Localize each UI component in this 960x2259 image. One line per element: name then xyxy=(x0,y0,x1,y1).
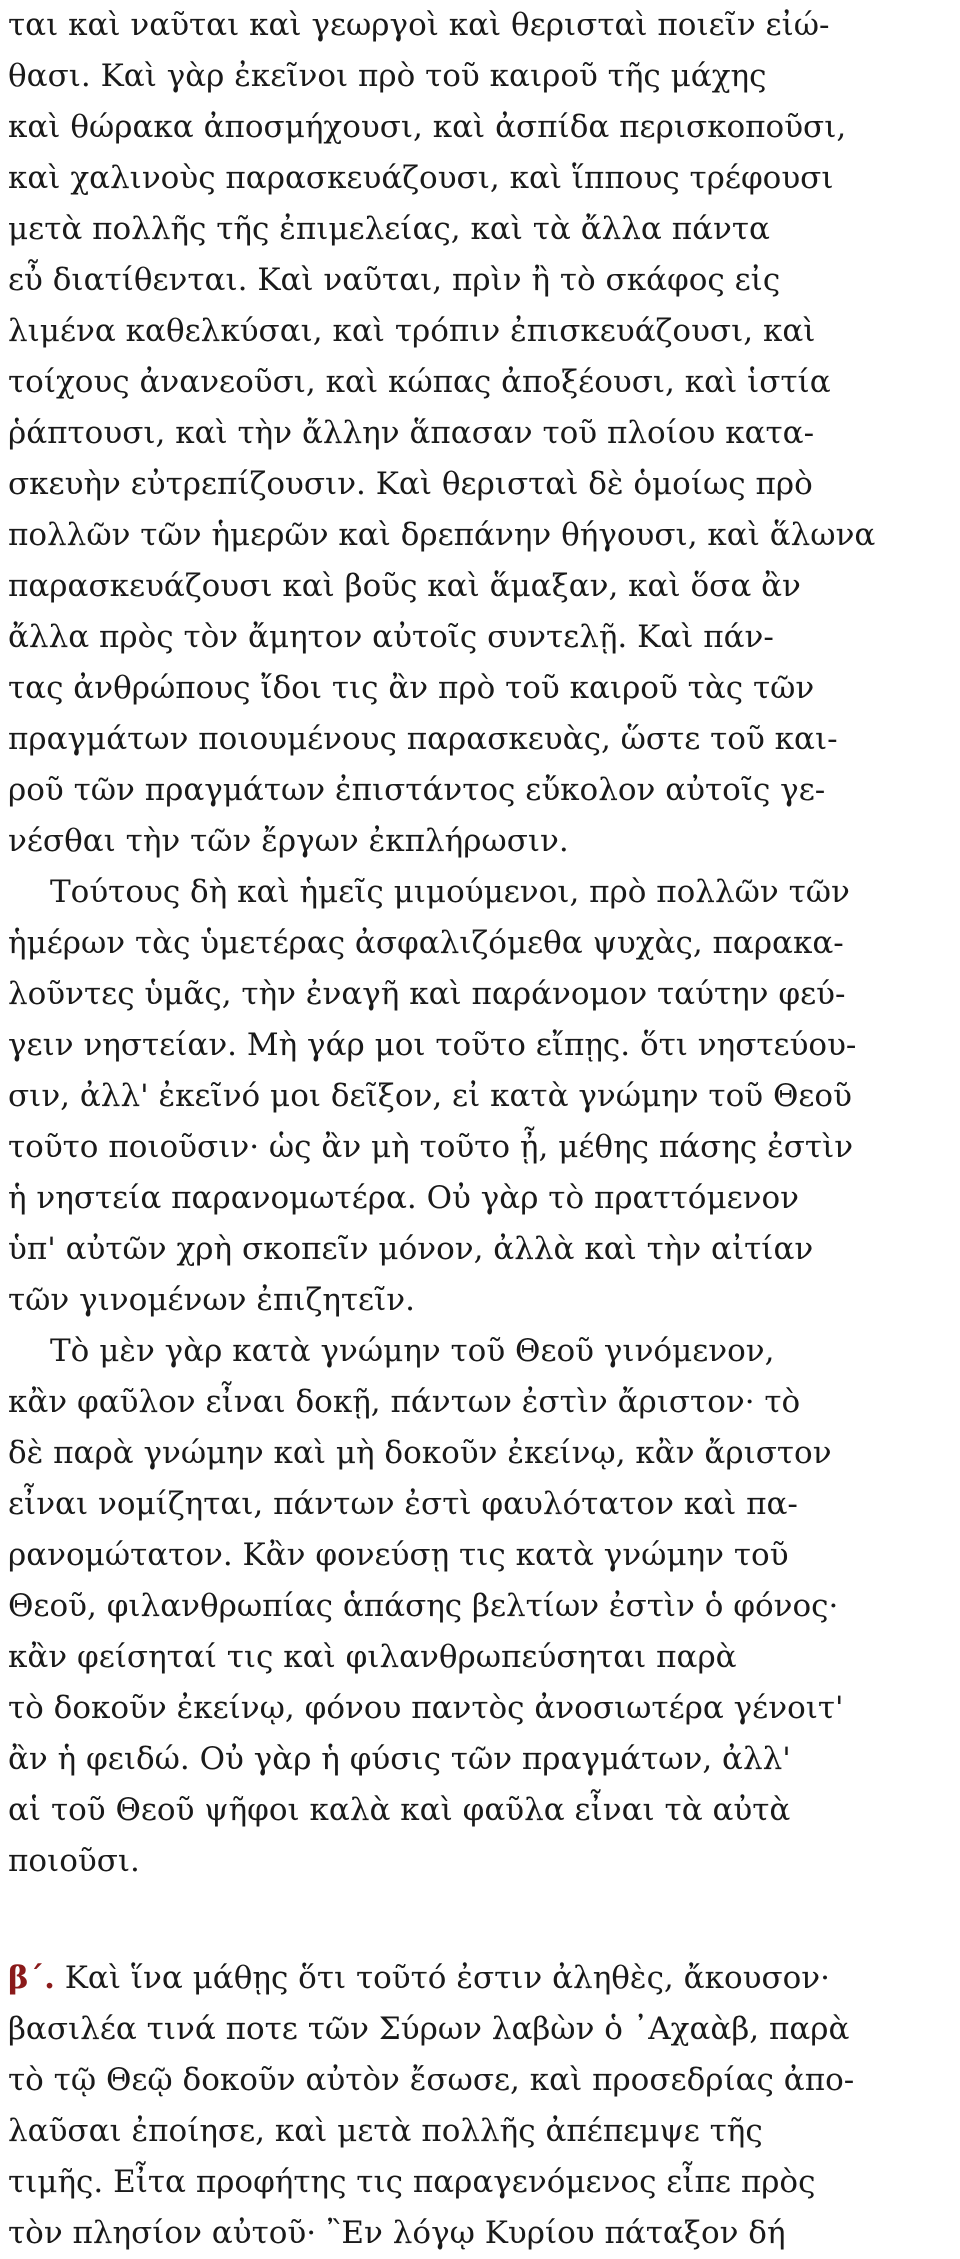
paragraph-section-beta xyxy=(8,1953,958,2259)
text-line: τας ἀνθρώπους ἴδοι τις ἂν πρὸ τοῦ καιροῦ τὰς τῶν xyxy=(8,670,815,706)
text-line: κἂν φαῦλον εἶναι δοκῇ, πάντων ἐστὶν ἄριστον· τὸ xyxy=(8,1384,801,1420)
text-line: σκευὴν εὐτρεπίζουσιν. Καὶ θερισταὶ δὲ ὁμοίως πρὸ xyxy=(8,466,813,502)
text-line: ἂν ἡ φειδώ. Οὐ γὰρ ἡ φύσις τῶν πραγμάτων, ἀλλ' xyxy=(8,1741,791,1777)
paragraph-2 xyxy=(8,867,958,1326)
text-line: λαῦσαι ἐποίησε, καὶ μετὰ πολλῆς ἀπέπεμψε τῆς xyxy=(8,2113,763,2149)
text-line: νέσθαι τὴν τῶν ἔργων ἐκπλήρωσιν. xyxy=(8,823,569,859)
section-first-line: Καὶ ἵνα μάθῃς ὅτι τοῦτό ἐστιν ἀληθὲς, ἄκουσον· xyxy=(54,1960,830,1996)
text-line: αἱ τοῦ Θεοῦ ψῆφοι καλὰ καὶ φαῦλα εἶναι τὰ αὐτὰ xyxy=(8,1792,791,1828)
text-line: ἡμέρων τὰς ὑμετέρας ἀσφαλιζόμεθα ψυχὰς, παρακα- xyxy=(8,925,844,961)
text-line: καὶ χαλινοὺς παρασκευάζουσι, καὶ ἵππους τρέφουσι xyxy=(8,160,834,196)
text-line: ροῦ τῶν πραγμάτων ἐπιστάντος εὔκολον αὐτοῖς γε- xyxy=(8,772,826,808)
text-line: θασι. Καὶ γὰρ ἐκεῖνοι πρὸ τοῦ καιροῦ τῆς μάχης xyxy=(8,58,767,94)
text-line: ρανομώτατον. Κἂν φονεύσῃ τις κατὰ γνώμην τοῦ xyxy=(8,1537,789,1573)
section-number: β΄. xyxy=(8,1960,55,1996)
text-line: δὲ παρὰ γνώμην καὶ μὴ δοκοῦν ἐκείνῳ, κἂν ἄριστον xyxy=(8,1435,832,1471)
paragraph-3 xyxy=(8,1326,958,1887)
text-line: βασιλέα τινά ποτε τῶν Σύρων λαβὼν ὁ ᾿Αχαὰβ, παρὰ xyxy=(8,2011,850,2047)
paragraph-1 xyxy=(8,0,958,867)
text-line: τοῦτο ποιοῦσιν· ὡς ἂν μὴ τοῦτο ᾖ, μέθης πάσης ἐστὶν xyxy=(8,1129,854,1165)
text-line: εὖ διατίθενται. Καὶ ναῦται, πρὶν ἢ τὸ σκάφος εἰς xyxy=(8,262,781,298)
text-line: καὶ θώρακα ἀποσμήχουσι, καὶ ἀσπίδα περισκοποῦσι, xyxy=(8,109,847,145)
text-line: τὸν πλησίον αὐτοῦ· ῍Εν λόγῳ Κυρίου πάταξον δή xyxy=(8,2215,786,2251)
text-line: τοίχους ἀνανεοῦσι, καὶ κώπας ἀποξέουσι, καὶ ἱστία xyxy=(8,364,831,400)
text-line: τῶν γινομένων ἐπιζητεῖν. xyxy=(8,1282,415,1318)
text-line: Τὸ μὲν γὰρ κατὰ γνώμην τοῦ Θεοῦ γινόμενον, xyxy=(50,1333,775,1369)
text-line: ἡ νηστεία παρανομωτέρα. Οὐ γὰρ τὸ πραττόμενον xyxy=(8,1180,800,1216)
text-line: μετὰ πολλῆς τῆς ἐπιμελείας, καὶ τὰ ἄλλα πάντα xyxy=(8,211,770,247)
text-line: τὸ τῷ Θεῷ δοκοῦν αὐτὸν ἔσωσε, καὶ προσεδρίας ἀπο- xyxy=(8,2062,855,2098)
text-line: πραγμάτων ποιουμένους παρασκευὰς, ὥστε τοῦ και- xyxy=(8,721,838,757)
text-line: ἄλλα πρὸς τὸν ἄμητον αὐτοῖς συντελῇ. Καὶ πάν- xyxy=(8,619,774,655)
text-line: Τούτους δὴ καὶ ἡμεῖς μιμούμενοι, πρὸ πολλῶν τῶν xyxy=(50,874,850,910)
text-line: γειν νηστείαν. Μὴ γάρ μοι τοῦτο εἴπῃς. ὅτι νηστεύου- xyxy=(8,1027,857,1063)
text-line: παρασκευάζουσι καὶ βοῦς καὶ ἅμαξαν, καὶ ὅσα ἂν xyxy=(8,568,801,604)
text-line: τιμῆς. Εἶτα προφήτης τις παραγενόμενος εἶπε πρὸς xyxy=(8,2164,816,2200)
text-line: ται καὶ ναῦται καὶ γεωργοὶ καὶ θερισταὶ ποιεῖν εἰώ- xyxy=(8,7,830,43)
text-line xyxy=(8,1953,958,2004)
document-page xyxy=(8,0,958,2259)
text-line: ῥάπτουσι, καὶ τὴν ἄλλην ἅπασαν τοῦ πλοίου κατα- xyxy=(8,415,815,451)
text-line: σιν, ἀλλ' ἐκεῖνό μοι δεῖξον, εἰ κατὰ γνώμην τοῦ Θεοῦ xyxy=(8,1078,852,1114)
text-line: λιμένα καθελκύσαι, καὶ τρόπιν ἐπισκευάζουσι, καὶ xyxy=(8,313,816,349)
section-gap xyxy=(8,1887,958,1953)
text-line: λοῦντες ὑμᾶς, τὴν ἐναγῆ καὶ παράνομον ταύτην φεύ- xyxy=(8,976,846,1012)
text-line: ποιοῦσι. xyxy=(8,1843,140,1879)
text-line: ὑπ' αὐτῶν χρὴ σκοπεῖν μόνον, ἀλλὰ καὶ τὴν αἰτίαν xyxy=(8,1231,814,1267)
text-line: κἂν φείσηταί τις καὶ φιλανθρωπεύσηται παρὰ xyxy=(8,1639,737,1675)
text-line: τὸ δοκοῦν ἐκείνῳ, φόνου παντὸς ἀνοσιωτέρα γένοιτ' xyxy=(8,1690,844,1726)
text-line: πολλῶν τῶν ἡμερῶν καὶ δρεπάνην θήγουσι, καὶ ἅλωνα xyxy=(8,517,876,553)
text-line: εἶναι νομίζηται, πάντων ἐστὶ φαυλότατον καὶ πα- xyxy=(8,1486,798,1522)
text-line: Θεοῦ, φιλανθρωπίας ἁπάσης βελτίων ἐστὶν ὁ φόνος· xyxy=(8,1588,839,1624)
